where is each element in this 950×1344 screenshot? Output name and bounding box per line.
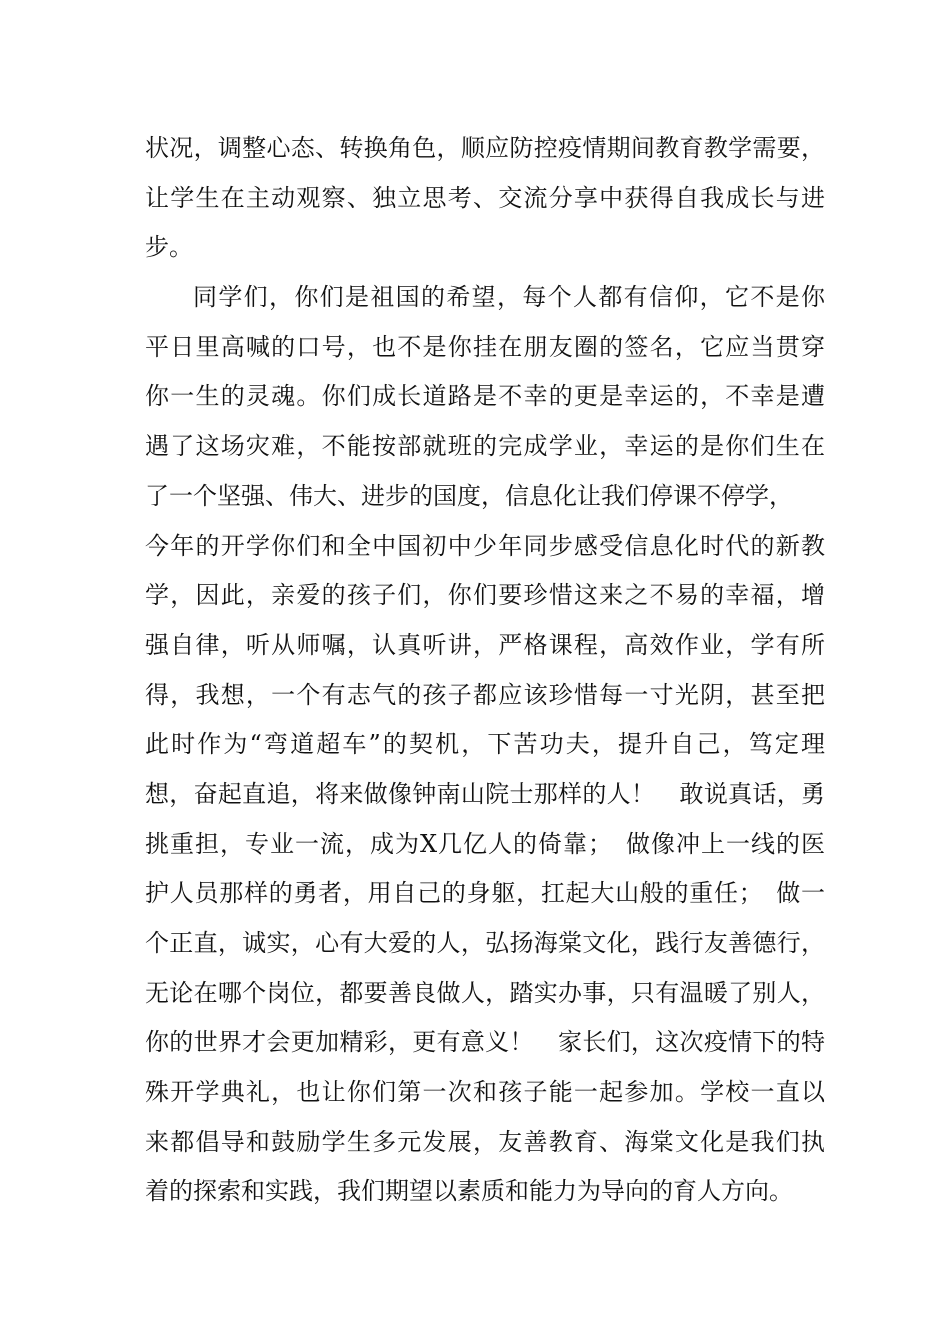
paragraph-2-line-18: 来都倡导和鼓励学生多元发展，友善教育、海棠文化是我们执 xyxy=(145,1127,825,1156)
paragraph-2-line-13: 护人员那样的勇者，用自己的身躯，扛起大山般的重任； 做一 xyxy=(145,879,825,908)
paragraph-2-line-14: 个正直，诚实，心有大爱的人，弘扬海棠文化，践行友善德行， xyxy=(145,929,825,957)
paragraph-2-line-5: 了一个坚强、伟大、进步的国度，信息化让我们停课不停学， xyxy=(145,481,793,510)
paragraph-2-line-17: 殊开学典礼，也让你们第一次和孩子能一起参加。学校一直以 xyxy=(145,1078,825,1107)
paragraph-2-line-6: 今年的开学你们和全中国初中少年同步感受信息化时代的新教 xyxy=(145,531,825,560)
paragraph-2-line-3: 你一生的灵魂。你们成长道路是不幸的更是幸运的，不幸是遭 xyxy=(145,382,825,411)
paragraph-2-line-16: 你的世界才会更加精彩，更有意义！ 家长们，这次疫情下的特 xyxy=(145,1028,825,1057)
paragraph-2-line-7: 学，因此，亲爱的孩子们，你们要珍惜这来之不易的幸福，增 xyxy=(145,581,825,610)
paragraph-2-line-15: 无论在哪个岗位，都要善良做人，踏实办事，只有温暖了别人， xyxy=(145,978,825,1007)
document-body xyxy=(145,124,825,1217)
paragraph-2-line-1: 同学们，你们是祖国的希望，每个人都有信仰，它不是你 xyxy=(193,283,825,312)
paragraph-2-line-4: 遇了这场灾难，不能按部就班的完成学业，幸运的是你们生在 xyxy=(145,432,825,461)
paragraph-1-line-1: 状况，调整心态、转换角色，顺应防控疫情期间教育教学需要， xyxy=(145,134,825,162)
paragraph-2-line-9: 得，我想，一个有志气的孩子都应该珍惜每一寸光阴，甚至把 xyxy=(145,680,825,709)
paragraph-2-line-8: 强自律，听从师嘱，认真听讲，严格课程，高效作业，学有所 xyxy=(145,630,825,659)
paragraph-2-line-10: 此时作为“弯道超车”的契机，下苦功夫，提升自己，笃定理 xyxy=(145,730,825,759)
paragraph-2-line-12: 挑重担，专业一流，成为X几亿人的倚靠； 做像冲上一线的医 xyxy=(145,829,825,858)
paragraph-2-line-2: 平日里高喊的口号，也不是你挂在朋友圈的签名，它应当贯穿 xyxy=(145,332,825,361)
paragraph-2-line-19: 着的探索和实践，我们期望以素质和能力为导向的育人方向。 xyxy=(145,1177,793,1206)
paragraph-1-line-3: 步。 xyxy=(145,233,193,262)
paragraph-1-line-2: 让学生在主动观察、独立思考、交流分享中获得自我成长与进 xyxy=(145,183,825,212)
paragraph-2-line-11: 想，奋起直追，将来做像钟南山院士那样的人！ 敢说真话，勇 xyxy=(145,779,825,808)
